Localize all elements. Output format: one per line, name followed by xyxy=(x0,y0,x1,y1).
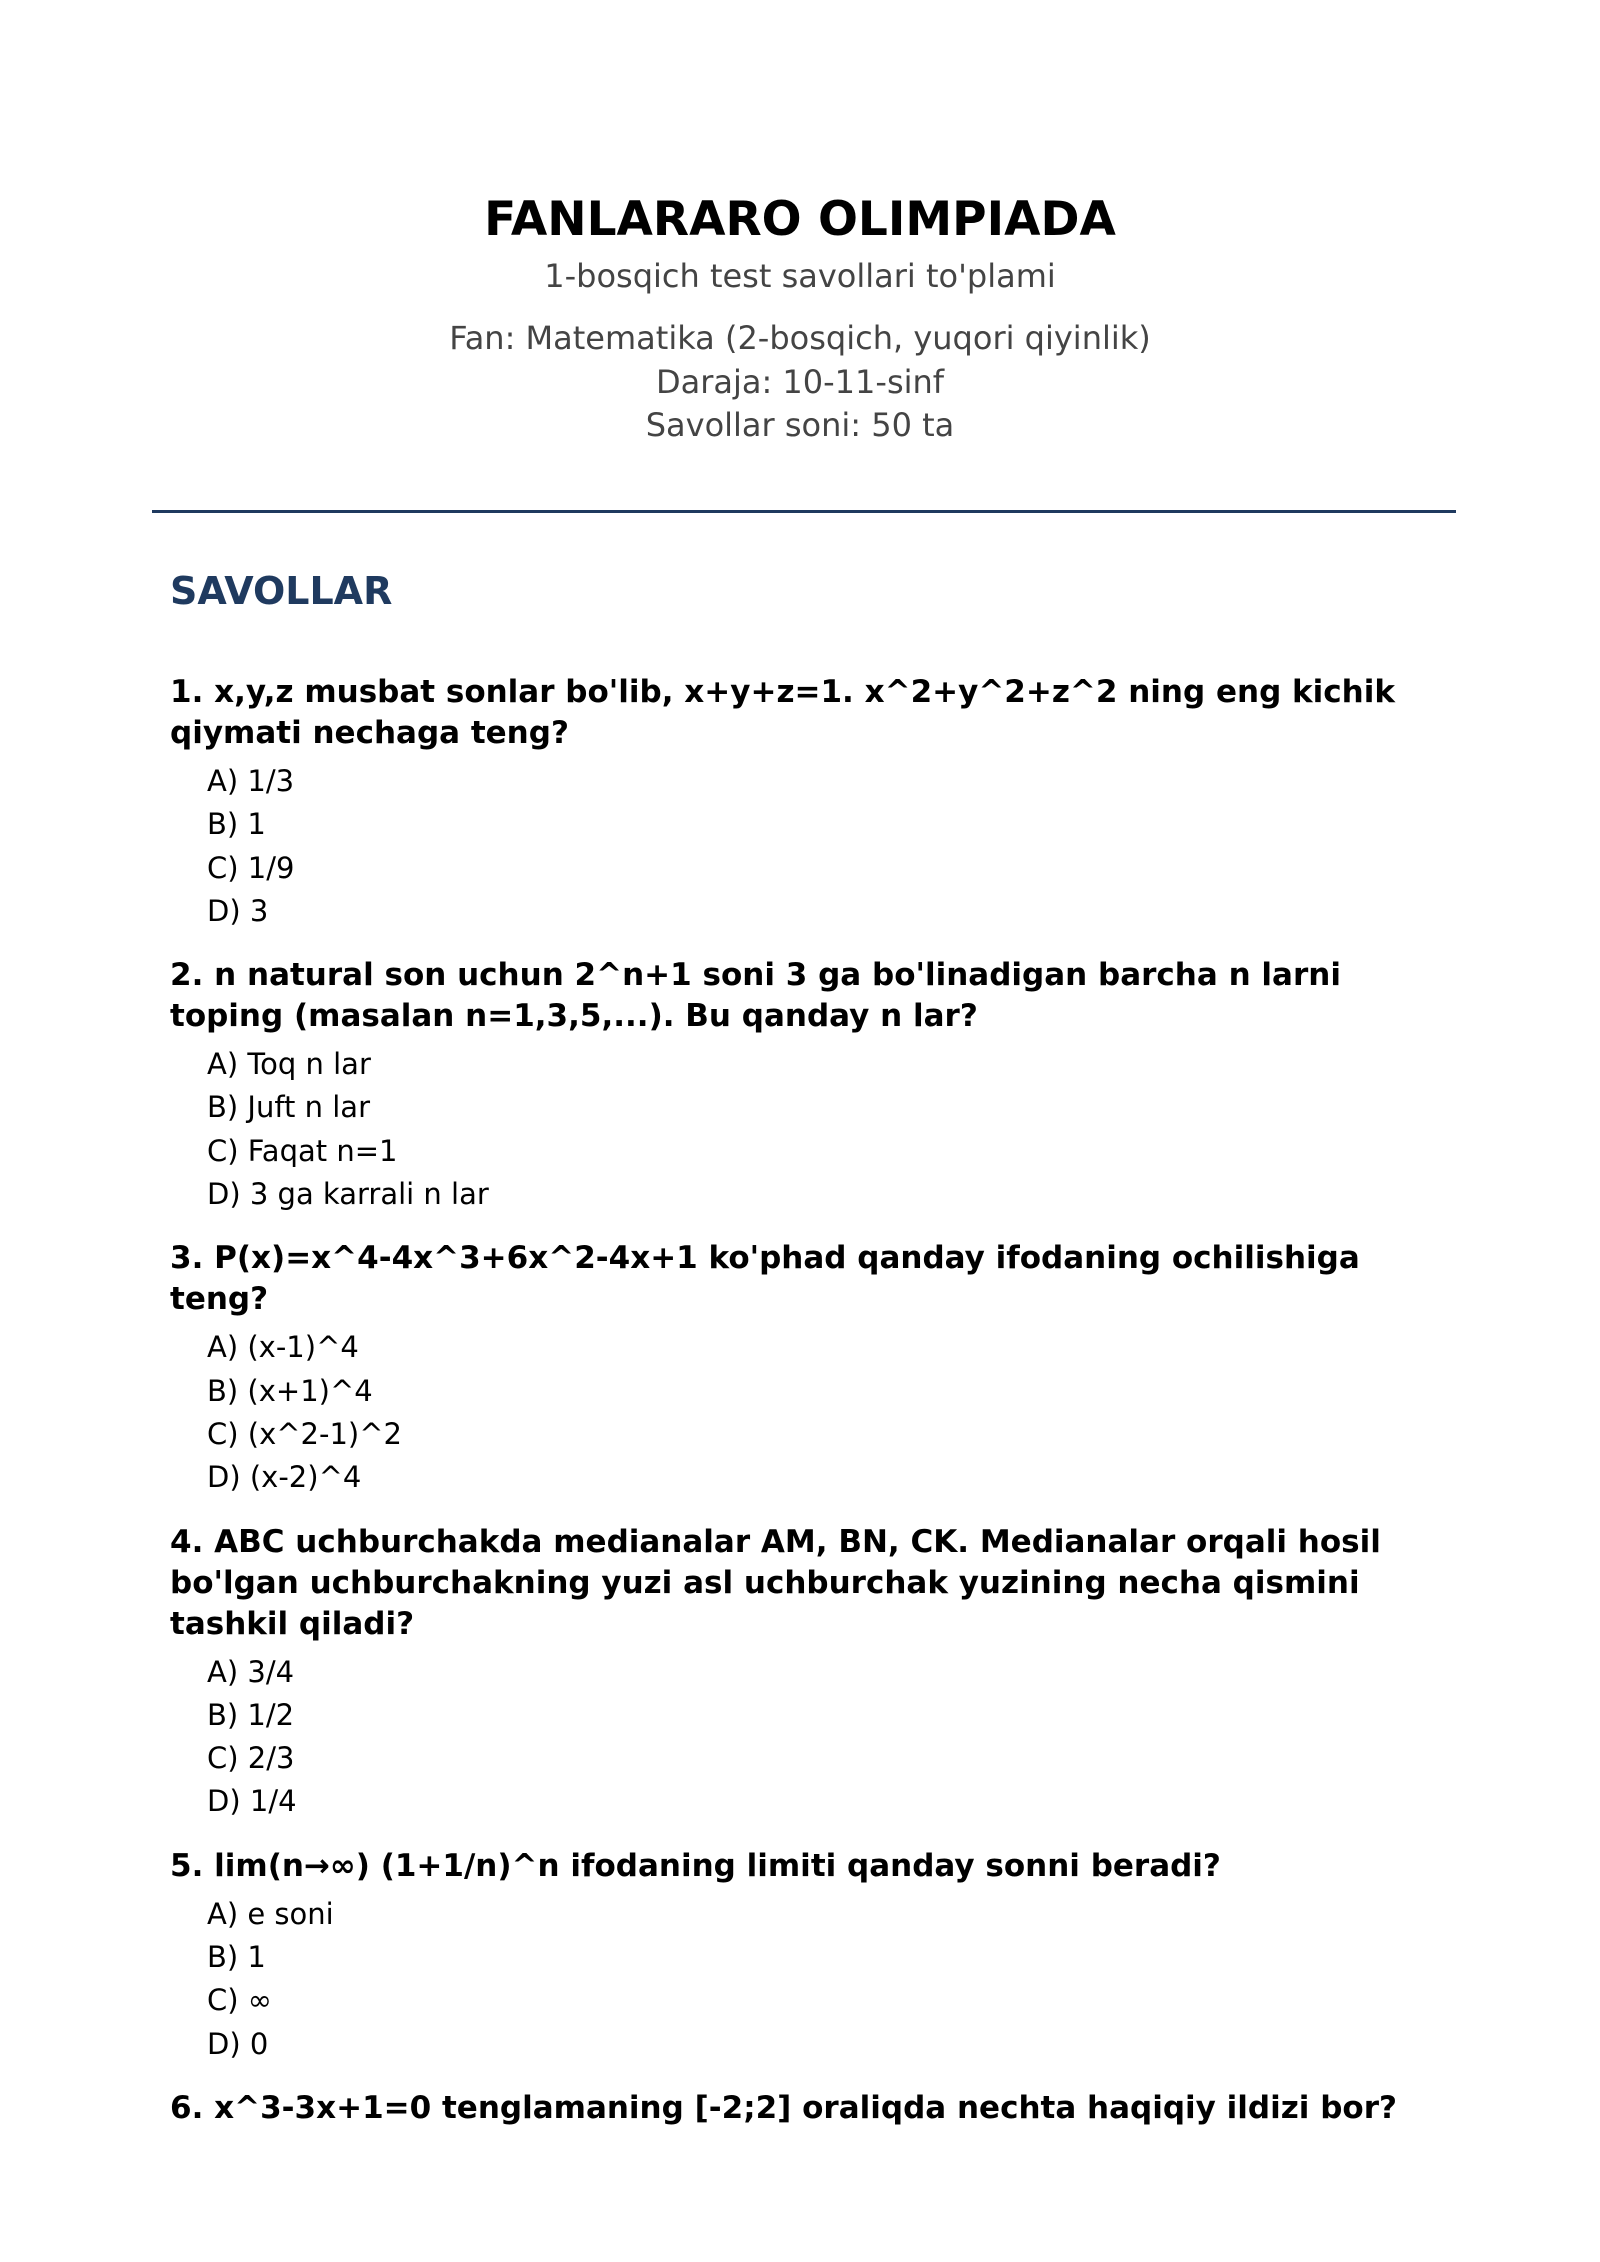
question-list xyxy=(170,672,1460,2151)
section-title: SAVOLLAR xyxy=(170,569,393,613)
answer-option: A) 3/4 xyxy=(207,1654,295,1689)
answer-option: A) 1/3 xyxy=(207,764,295,798)
document-header xyxy=(0,190,1600,448)
answer-option: C) 2/3 xyxy=(207,1741,295,1776)
document-meta xyxy=(0,317,1600,448)
question-item xyxy=(170,955,1460,1216)
question-text: 4. ABC uchburchakda medianalar AM, BN, CK. Medianalar orqali hosil bo'lgan uchburchakning yuzi asl uchburchak yuzining necha qismini tashkil qiladi? xyxy=(170,1523,1381,1642)
question-item xyxy=(170,1846,1460,2066)
meta-grade: Daraja: 10-11-sinf xyxy=(655,362,945,401)
answer-option: A) Toq n lar xyxy=(207,1047,371,1082)
question-text: 2. n natural son uchun 2^n+1 soni 3 ga bo'linadigan barcha n larni toping (masalan n=1,3,5,...). Bu qanday n lar? xyxy=(170,957,1341,1035)
question-text: 3. P(x)=x^4-4x^3+6x^2-4x+1 ko'phad qanday ifodaning ochilishiga teng? xyxy=(170,1240,1360,1318)
answer-option: C) ∞ xyxy=(207,1983,272,2018)
answer-option: C) Faqat n=1 xyxy=(207,1133,398,1168)
answer-option: B) 1/2 xyxy=(207,1697,295,1732)
answer-option: D) 3 ga karrali n lar xyxy=(207,1177,489,1212)
answer-option: B) (x+1)^4 xyxy=(207,1373,373,1408)
answer-option: B) 1 xyxy=(207,1940,266,1975)
question-text: 1. x,y,z musbat sonlar bo'lib, x+y+z=1. x^2+y^2+z^2 ning eng kichik qiymati nechaga teng? xyxy=(170,674,1395,751)
answer-option: A) e soni xyxy=(207,1896,334,1931)
answer-option: C) 1/9 xyxy=(207,850,295,885)
question-item xyxy=(170,672,1460,933)
answer-option: D) 1/4 xyxy=(207,1784,297,1819)
meta-subject: Fan: Matematika (2-bosqich, yuqori qiyinlik) xyxy=(449,319,1151,357)
answer-option: D) 3 xyxy=(207,893,269,928)
answer-option: C) (x^2-1)^2 xyxy=(207,1416,402,1451)
header-divider xyxy=(152,510,1456,513)
question-text: 5. lim(n→∞) (1+1/n)^n ifodaning limiti qanday sonni beradi? xyxy=(170,1847,1221,1884)
answer-option: A) (x-1)^4 xyxy=(207,1330,359,1365)
question-item xyxy=(170,2088,1460,2129)
answer-option: B) 1 xyxy=(207,807,266,842)
answer-option: D) (x-2)^4 xyxy=(207,1460,362,1495)
question-item xyxy=(170,1522,1460,1824)
answer-option: D) 0 xyxy=(207,2026,269,2061)
question-text: 6. x^3-3x+1=0 tenglamaning [-2;2] oraliqda nechta haqiqiy ildizi bor? xyxy=(170,2089,1397,2126)
answer-option: B) Juft n lar xyxy=(207,1090,370,1125)
question-item xyxy=(170,1238,1460,1499)
document-subtitle: 1-bosqich test savollari to'plami xyxy=(544,257,1056,295)
meta-question-count: Savollar soni: 50 ta xyxy=(645,406,955,444)
document-title: FANLARARO OLIMPIADA xyxy=(484,192,1116,247)
